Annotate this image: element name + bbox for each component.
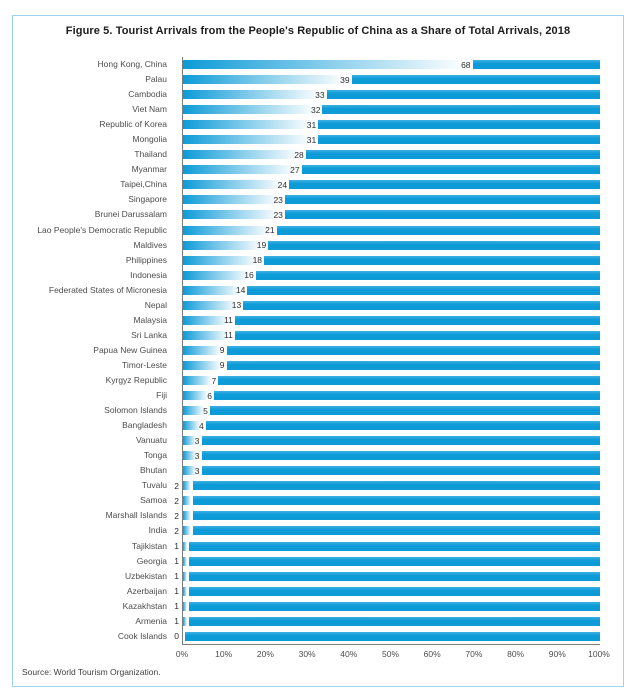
bar-gradient-segment [183, 286, 241, 295]
bar-solid-segment [189, 557, 600, 566]
bar-solid-segment [227, 361, 600, 370]
value-label: 0 [174, 631, 179, 642]
value-label: 9 [219, 360, 225, 371]
bar-row [183, 177, 600, 192]
bar-solid-segment [189, 542, 600, 551]
bar-solid-segment [189, 572, 600, 581]
x-axis-tick-label: 50% [381, 648, 400, 659]
bar-row [183, 388, 600, 403]
bar-row [183, 253, 600, 268]
bar-row [183, 358, 600, 373]
bar-row [183, 433, 600, 448]
value-label: 33 [315, 89, 325, 100]
country-label: Myanmar [131, 164, 167, 175]
value-label: 1 [174, 541, 179, 552]
bar-gradient-segment [183, 90, 321, 99]
country-label: Maldives [133, 239, 167, 250]
bar-row [183, 448, 600, 463]
value-label: 1 [174, 556, 179, 567]
country-label: Lao People's Democratic Republic [37, 224, 167, 235]
bar-row [183, 373, 600, 388]
bar-gradient-segment [183, 542, 187, 551]
bar-gradient-segment [183, 617, 187, 626]
value-label: 7 [211, 375, 217, 386]
value-label: 2 [174, 495, 179, 506]
bar-solid-segment [264, 256, 600, 265]
bar-row [183, 343, 600, 358]
bar-gradient-segment [183, 421, 200, 430]
country-label: Hong Kong, China [97, 59, 167, 69]
x-axis-tick-label: 90% [548, 648, 566, 659]
bar-row [183, 192, 600, 207]
bar-row [174, 629, 600, 644]
bar-gradient-segment [183, 466, 196, 475]
country-label: Tonga [143, 450, 167, 461]
bar-solid-segment [322, 105, 600, 114]
country-label: Brunei Darussalam [94, 209, 167, 220]
country-label: Sri Lanka [131, 329, 167, 340]
country-label: Federated States of Micronesia [48, 284, 167, 295]
bar-gradient-segment [183, 406, 204, 415]
country-label: Uzbekistan [124, 570, 167, 581]
plot-area [174, 57, 600, 645]
bar-gradient-segment [183, 195, 279, 204]
value-label: 3 [194, 450, 200, 461]
bar-solid-segment [218, 376, 600, 385]
bar-row [183, 162, 600, 177]
bar-gradient-segment [183, 331, 229, 340]
source-note: Source: World Tourism Organization. [22, 667, 161, 677]
country-label: Fiji [156, 390, 167, 401]
value-label: 31 [306, 134, 317, 145]
bar-row [183, 403, 600, 418]
bar-row [183, 117, 600, 132]
category-labels-column [13, 57, 182, 644]
bar-solid-segment [227, 346, 600, 355]
bar-row [174, 599, 600, 614]
bar-solid-segment [202, 436, 601, 445]
bar-solid-segment [289, 180, 600, 189]
bar-gradient-segment [183, 105, 316, 114]
x-axis-tick-label: 10% [215, 648, 233, 659]
bar-solid-segment [210, 406, 600, 415]
chart-area [13, 57, 600, 645]
bar-row [183, 147, 600, 162]
bar-solid-segment [214, 391, 600, 400]
country-label: Azerbaijan [126, 585, 167, 596]
country-label: Georgia [136, 555, 167, 566]
bar-gradient-segment [183, 451, 196, 460]
country-label: Armenia [135, 615, 167, 626]
country-label: Tuvalu [141, 480, 167, 491]
country-label: Marshall Islands [105, 510, 167, 521]
bar-solid-segment [318, 120, 600, 129]
bar-gradient-segment [183, 135, 312, 144]
country-label: Timor-Leste [121, 359, 167, 370]
bar-gradient-segment [183, 210, 279, 219]
bar-row [183, 268, 600, 283]
bar-solid-segment [235, 331, 600, 340]
bar-solid-segment [202, 451, 601, 460]
x-axis-tick-label: 30% [298, 648, 316, 659]
value-label: 1 [174, 571, 179, 582]
value-label: 1 [174, 601, 179, 612]
bar-row [183, 102, 600, 117]
country-label: Samoa [140, 495, 167, 506]
bar-row [183, 328, 600, 343]
bar-solid-segment [247, 286, 600, 295]
value-label: 13 [231, 300, 242, 311]
country-label: Cook Islands [117, 630, 167, 641]
bar-gradient-segment [183, 150, 300, 159]
value-label: 24 [277, 179, 288, 190]
bar-solid-segment [243, 301, 600, 310]
value-label: 23 [273, 209, 283, 220]
bar-gradient-segment [183, 120, 312, 129]
value-label: 18 [252, 255, 263, 266]
country-label: Kyrgyz Republic [105, 374, 167, 385]
country-label: Kazakhstan [122, 600, 167, 611]
bar-solid-segment [277, 226, 600, 235]
bar-gradient-segment [183, 587, 187, 596]
bar-gradient-segment [183, 481, 191, 490]
value-label: 23 [273, 194, 283, 205]
bar-solid-segment [256, 271, 600, 280]
bar-row [174, 523, 600, 538]
x-axis-tick-label: 80% [507, 648, 525, 659]
value-label: 39 [340, 74, 350, 85]
bar-gradient-segment [183, 391, 208, 400]
value-label: 3 [194, 465, 200, 476]
bar-row [174, 478, 600, 493]
bar-row [183, 207, 600, 222]
bar-solid-segment [193, 481, 600, 490]
bar-gradient-segment [183, 75, 346, 84]
bar-gradient-segment [183, 496, 191, 505]
bar-gradient-segment [183, 361, 221, 370]
bar-row [174, 493, 600, 508]
country-label: Palau [145, 74, 167, 85]
bar-solid-segment [189, 587, 600, 596]
bar-row [183, 132, 600, 147]
bar-solid-segment [235, 316, 600, 325]
x-axis [175, 645, 610, 659]
value-label: 5 [203, 405, 208, 416]
bar-gradient-segment [183, 256, 258, 265]
bar-solid-segment [352, 75, 600, 84]
bar-gradient-segment [183, 346, 221, 355]
country-label: Solomon Islands [104, 405, 167, 416]
bar-row [183, 87, 600, 102]
bar-row [183, 298, 600, 313]
bar-row [174, 554, 600, 569]
country-label: Singapore [128, 194, 167, 205]
value-label: 6 [207, 390, 213, 401]
value-label: 68 [461, 59, 471, 70]
value-label: 2 [174, 510, 179, 521]
bar-gradient-segment [183, 226, 271, 235]
bar-solid-segment [206, 421, 600, 430]
value-label: 2 [174, 480, 179, 491]
bar-row [183, 418, 600, 433]
value-label: 11 [224, 330, 233, 341]
bar-row [183, 313, 600, 328]
bar-gradient-segment [183, 511, 191, 520]
bar-solid-segment [327, 90, 600, 99]
x-axis-tick-label: 70% [465, 648, 483, 659]
bar-row [174, 584, 600, 599]
country-label: Cambodia [128, 89, 167, 100]
value-label: 31 [306, 119, 317, 130]
bar-gradient-segment [183, 526, 191, 535]
bar-solid-segment [318, 135, 600, 144]
x-axis-tick-label: 20% [256, 648, 274, 659]
bar-row [183, 223, 600, 238]
bar-row [183, 238, 600, 253]
value-label: 19 [256, 240, 267, 251]
value-label: 21 [265, 225, 275, 236]
x-axis-tick-label: 0% [175, 648, 189, 659]
bar-gradient-segment [183, 572, 187, 581]
country-label: Bangladesh [122, 420, 167, 431]
bar-solid-segment [185, 632, 600, 641]
bar-gradient-segment [183, 165, 296, 174]
value-label: 16 [244, 270, 254, 281]
value-label: 11 [224, 315, 233, 326]
country-label: Republic of Korea [99, 119, 167, 130]
bar-solid-segment [193, 496, 600, 505]
bar-gradient-segment [183, 602, 187, 611]
x-axis-tick-label: 60% [423, 648, 441, 659]
bar-gradient-segment [183, 301, 237, 310]
bar-solid-segment [189, 602, 600, 611]
country-label: India [148, 525, 167, 536]
bar-solid-segment [202, 466, 601, 475]
country-label: Indonesia [130, 269, 167, 280]
country-label: Tajikistan [132, 540, 167, 551]
value-label: 2 [174, 525, 179, 536]
x-axis-tick-label: 100% [588, 648, 610, 659]
bar-row [174, 508, 600, 523]
value-label: 3 [194, 435, 200, 446]
value-label: 4 [198, 420, 204, 431]
bar-gradient-segment [183, 271, 250, 280]
country-label: Thailand [134, 149, 167, 160]
country-label: Vanuatu [135, 435, 167, 446]
bar-gradient-segment [183, 60, 467, 69]
value-label: 28 [294, 149, 304, 160]
bar-solid-segment [302, 165, 600, 174]
country-label: Malaysia [133, 314, 167, 325]
value-label: 1 [174, 586, 179, 597]
figure-box [12, 15, 624, 687]
bar-solid-segment [473, 60, 600, 69]
bar-gradient-segment [183, 180, 283, 189]
bar-row [183, 463, 600, 478]
bar-gradient-segment [183, 241, 262, 250]
bar-gradient-segment [183, 376, 212, 385]
bar-solid-segment [193, 526, 600, 535]
chart-title: Figure 5. Tourist Arrivals from the People's Republic of China as a Share of Total Arrivals, 2018 [65, 25, 571, 37]
bar-solid-segment [285, 195, 600, 204]
bar-solid-segment [306, 150, 600, 159]
value-label: 1 [174, 616, 179, 627]
country-label: Philippines [125, 254, 167, 265]
bar-row [174, 539, 600, 554]
bar-row [174, 614, 600, 629]
country-label: Viet Nam [132, 104, 167, 115]
bar-gradient-segment [183, 557, 187, 566]
bar-solid-segment [268, 241, 600, 250]
bar-gradient-segment [183, 436, 196, 445]
country-label: Nepal [144, 299, 167, 310]
bar-solid-segment [193, 511, 600, 520]
country-label: Papua New Guinea [93, 344, 167, 355]
bar-row [174, 569, 600, 584]
bar-row [183, 57, 600, 72]
bar-solid-segment [189, 617, 600, 626]
country-label: Mongolia [132, 134, 167, 145]
x-axis-tick-label: 40% [340, 648, 358, 659]
bar-gradient-segment [183, 316, 229, 325]
bar-row [183, 72, 600, 87]
value-label: 27 [290, 164, 300, 175]
country-label: Bhutan [140, 465, 167, 476]
bar-row [183, 283, 600, 298]
bar-solid-segment [285, 210, 600, 219]
country-label: Taipei,China [120, 179, 167, 190]
value-label: 32 [310, 104, 321, 115]
value-label: 14 [235, 285, 246, 296]
value-label: 9 [219, 345, 225, 356]
